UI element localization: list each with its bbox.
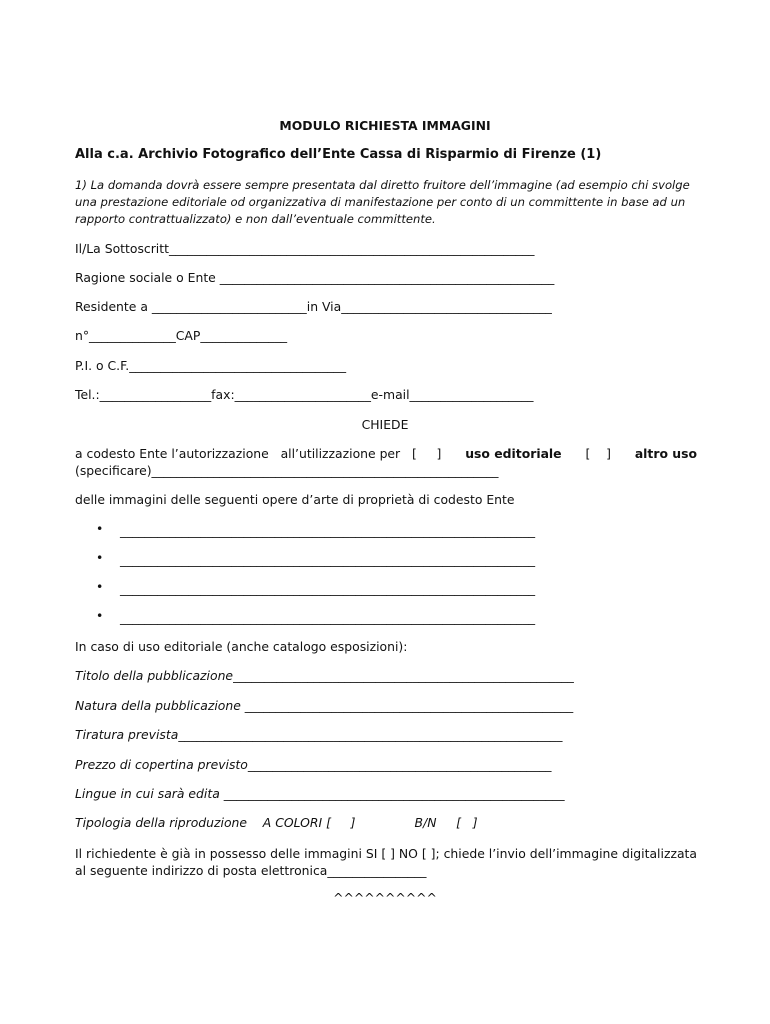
prezzo-row — [75, 757, 551, 773]
prezzo-field[interactable]: _________________________________________________ — [247, 757, 552, 772]
footnote-text: 1) La domanda dovrà essere sempre presentata dal diretto fruitore dell’immagine (ad esempio chi svolge una prestazione editoriale od organizzativa di manifestazione per conto di un committente in base ad un rapporto contrattualizzato) e non dall’eventuale committente. — [75, 178, 690, 226]
ragione-sociale-field[interactable]: Ragione sociale o Ente ______________________________________________________ — [75, 270, 555, 285]
specificare-field[interactable]: (specificare)________________________________________________________ — [75, 463, 499, 478]
piva-cf-field[interactable]: P.I. o C.F.___________________________________ — [75, 358, 347, 373]
natura-row — [75, 698, 573, 714]
end-mark: ^^^^^^^^^^ — [333, 890, 437, 905]
altro-uso-checkbox[interactable]: [ ] — [581, 446, 615, 461]
uso-editoriale-option[interactable]: uso editoriale — [465, 446, 562, 461]
natura-field[interactable]: _____________________________________________________ — [240, 698, 574, 713]
numero-cap-field[interactable]: n°______________CAP______________ — [75, 328, 288, 343]
opera-line-1[interactable]: ___________________________________________________________________ — [120, 523, 536, 538]
lingue-field[interactable]: _______________________________________________________ — [219, 786, 565, 801]
opera-line-2[interactable]: ___________________________________________________________________ — [120, 552, 536, 567]
sottoscritto-field[interactable]: Il/La Sottoscritt___________________________________________________________ — [75, 241, 535, 256]
opera-line-4[interactable]: ___________________________________________________________________ — [120, 610, 536, 625]
bullet-icon: • — [96, 550, 104, 565]
titolo-field[interactable]: _______________________________________________________ — [233, 668, 574, 683]
titolo-row — [75, 668, 574, 684]
tiratura-row — [75, 727, 562, 743]
bullet-icon: • — [96, 579, 104, 594]
authorization-row — [75, 446, 697, 462]
uso-editoriale-intro: In caso di uso editoriale (anche catalogo esposizioni): — [75, 639, 408, 654]
altro-uso-option[interactable]: altro uso — [634, 446, 697, 461]
form-title: MODULO RICHIESTA IMMAGINI — [279, 118, 491, 133]
chiede-heading: CHIEDE — [361, 417, 409, 432]
natura-label: Natura della pubblicazione — [75, 698, 241, 713]
prezzo-label: Prezzo di copertina previsto — [75, 757, 248, 772]
addressee-heading: Alla c.a. Archivio Fotografico dell’Ente Cassa di Risparmio di Firenze (1) — [75, 147, 602, 162]
residente-field[interactable]: Residente a _________________________in Via__________________________________ — [75, 299, 552, 314]
lingue-row — [75, 786, 565, 802]
titolo-label: Titolo della pubblicazione — [75, 668, 234, 683]
lingue-label: Lingue in cui sarà edita — [75, 786, 220, 801]
bullet-icon: • — [96, 608, 104, 623]
opera-line-3[interactable]: ___________________________________________________________________ — [120, 581, 536, 596]
authorization-text: a codesto Ente l’autorizzazione all’utilizzazione per [ ] — [75, 446, 446, 461]
tiratura-field[interactable]: ______________________________________________________________ — [178, 727, 563, 742]
tipologia-row[interactable]: Tipologia della riproduzione A COLORI [ ] B/N [ ] — [75, 815, 478, 830]
tiratura-label: Tiratura prevista — [75, 727, 179, 742]
opere-intro: delle immagini delle seguenti opere d’arte di proprietà di codesto Ente — [75, 492, 515, 507]
possesso-paragraph[interactable]: Il richiedente è già in possesso delle immagini SI [ ] NO [ ]; chiede l’invio dell’immagine digitalizzata al seguente indirizzo di posta elettronica________________ — [75, 846, 697, 878]
contatti-field[interactable]: Tel.:__________________fax:______________________e-mail____________________ — [75, 387, 534, 402]
bullet-icon: • — [96, 521, 104, 536]
